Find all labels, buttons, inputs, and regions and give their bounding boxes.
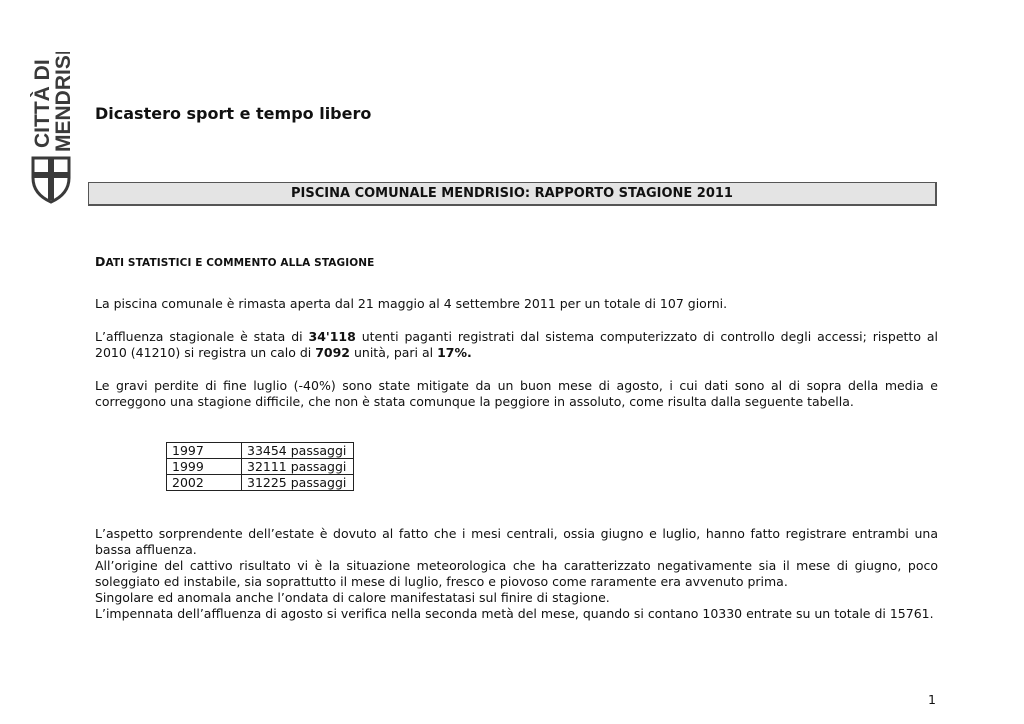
- p2-text-a: L’affluenza stagionale è stata di: [95, 329, 309, 344]
- table-cell-year: 2002: [167, 475, 242, 491]
- paragraph-august: L’impennata dell’affluenza di agosto si verifica nella seconda metà del mese, quando si contano 10330 entrate su un totale di 15761.: [95, 606, 934, 621]
- p2-total-users: 34'118: [308, 329, 356, 344]
- table-row: [167, 475, 354, 491]
- p2-decrease-units: 7092: [315, 345, 351, 360]
- table-row: [167, 443, 354, 459]
- paragraph-heatwave: Singolare ed anomala anche l’ondata di calore manifestatasi sul finire di stagione.: [95, 590, 610, 605]
- paragraph-opening-period: La piscina comunale è rimasta aperta dal 21 maggio al 4 settembre 2011 per un totale di 107 giorni.: [95, 296, 728, 311]
- paragraph-attendance: [95, 329, 938, 361]
- logo-text-line2: MENDRISIO: [52, 52, 74, 152]
- section-heading-initial: D: [95, 254, 106, 269]
- table-row: [167, 459, 354, 475]
- paragraph-losses: Le gravi perdite di fine luglio (-40%) sono state mitigate da un buon mese di agosto, i cui dati sono al di sopra della media e correggono una stagione difficile, che non è stata comunque la peggiore in assoluto, come risulta dalla seguente tabella.: [95, 378, 938, 409]
- section-heading-rest: ATI STATISTICI E COMMENTO ALLA STAGIONE: [105, 257, 375, 269]
- department-title: Dicastero sport e tempo libero: [95, 104, 372, 123]
- logo-text-line1: CITTÀ DI: [31, 59, 54, 148]
- section-heading: [95, 254, 374, 269]
- p2-text-e: unità, pari al: [350, 345, 438, 360]
- table-cell-value: 32111 passaggi: [242, 459, 354, 475]
- page-number: 1: [928, 692, 936, 707]
- table-cell-value: 31225 passaggi: [242, 475, 354, 491]
- city-logo: [28, 52, 74, 204]
- report-title: PISCINA COMUNALE MENDRISIO: RAPPORTO STAGIONE 2011: [291, 186, 733, 201]
- p2-decrease-percent: 17%.: [437, 345, 472, 360]
- report-title-box: [88, 182, 937, 206]
- city-crest-icon: [28, 52, 74, 204]
- table-cell-year: 1997: [167, 443, 242, 459]
- p2-text-c: utenti paganti registrati dal sistema computerizzato di controllo degli accessi; rispetto al 2010 (41210) si registra un calo di: [95, 329, 938, 360]
- paragraph-surprising-aspect: L’aspetto sorprendente dell’estate è dovuto al fatto che i mesi centrali, ossia giugno e luglio, hanno fatto registrare entrambi una bassa affluenza.: [95, 526, 938, 557]
- table-cell-value: 33454 passaggi: [242, 443, 354, 459]
- table-cell-year: 1999: [167, 459, 242, 475]
- historical-attendance-table: [166, 442, 354, 491]
- paragraph-weather: All’origine del cattivo risultato vi è la situazione meteorologica che ha caratterizzato negativamente sia il mese di giugno, poco soleggiato ed instabile, sia soprattutto il mese di luglio, fresco e piovoso come raramente era avvenuto prima.: [95, 558, 938, 589]
